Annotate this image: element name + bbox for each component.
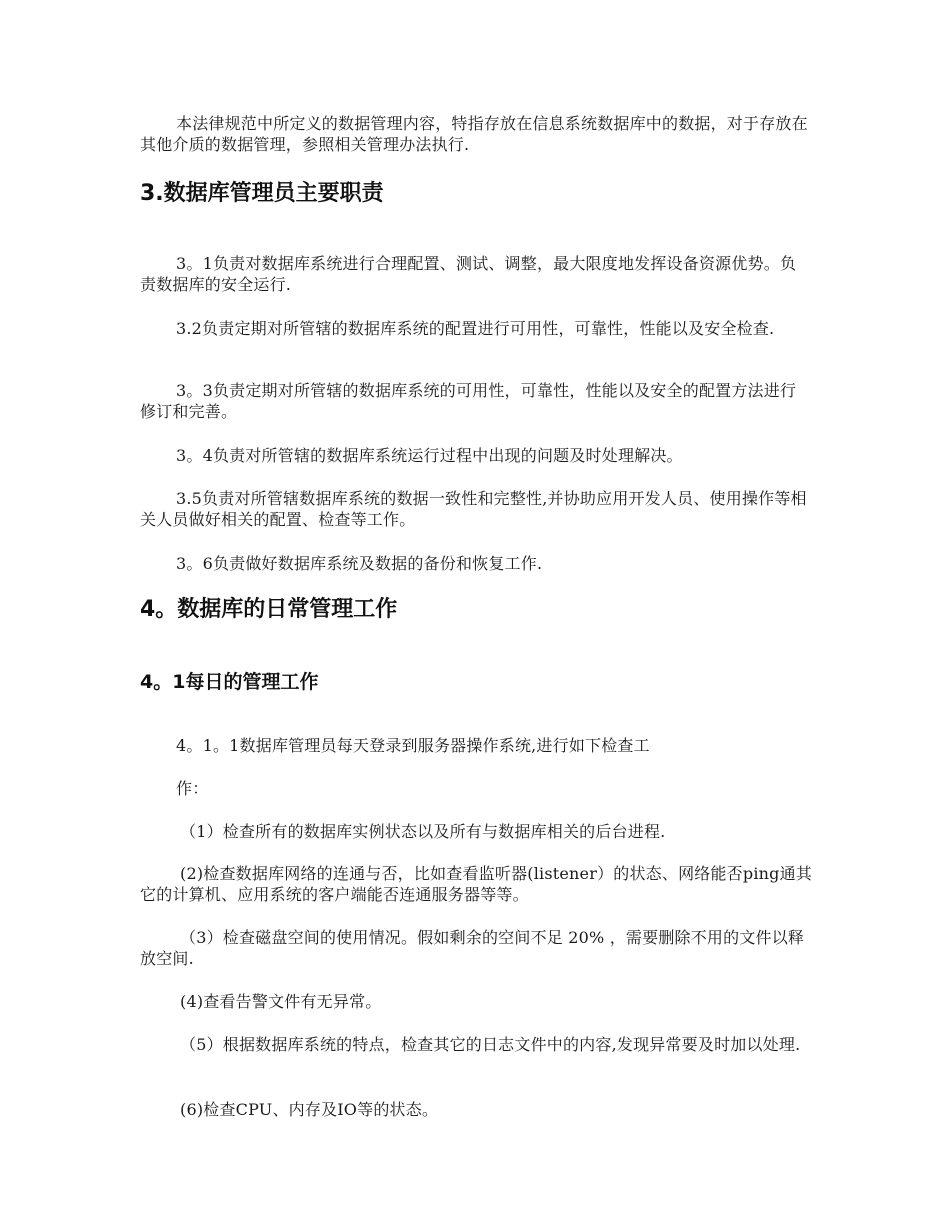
list-item-3: （3）检查磁盘空间的使用情况。假如剩余的空间不足 20% ，需要删除不用的文件以释放空间. — [140, 928, 805, 968]
paragraph-3-4: 3。4负责对所管辖的数据库系统运行过程中出现的问题及时处理解决。 — [176, 446, 683, 465]
paragraph-3-5: 3.5负责对所管辖数据库系统的数据一致性和完整性,并协助应用开发人员、使用操作等相关人员做好相关的配置、检查等工作。 — [140, 489, 807, 529]
heading-section-4-1: 4。1每日的管理工作 — [140, 671, 319, 693]
list-item-4: (4)查看告警文件有无异常。 — [180, 992, 382, 1011]
list-item-2: (2)检查数据库网络的连通与否，比如查看监听器(listener）的状态、网络能否ping通其它的计算机、应用系统的客户端能否连通服务器等等。 — [140, 864, 812, 904]
paragraph-3-3: 3。3负责定期对所管辖的数据库系统的可用性，可靠性，性能以及安全的配置方法进行修订和完善。 — [140, 381, 797, 421]
paragraph-intro: 本法律规范中所定义的数据管理内容，特指存放在信息系统数据库中的数据，对于存放在其他介质的数据管理，参照相关管理办法执行. — [140, 114, 808, 154]
paragraph-4-1-1-continued: 作： — [176, 779, 209, 798]
heading-section-3: 3.数据库管理员主要职责 — [140, 181, 384, 206]
list-item-5: （5）根据数据库系统的特点，检查其它的日志文件中的内容,发现异常要及时加以处理. — [180, 1035, 801, 1054]
paragraph-4-1-1: 4。1。1数据库管理员每天登录到服务器操作系统,进行如下检查工 — [176, 736, 650, 755]
heading-section-4: 4。数据库的日常管理工作 — [140, 597, 398, 622]
list-item-1: （1）检查所有的数据库实例状态以及所有与数据库相关的后台进程. — [180, 822, 666, 841]
paragraph-3-1: 3。1负责对数据库系统进行合理配置、测试、调整，最大限度地发挥设备资源优势。负责数据库的安全运行. — [140, 254, 797, 294]
paragraph-3-2: 3.2负责定期对所管辖的数据库系统的配置进行可用性，可靠性，性能以及安全检查. — [176, 319, 775, 338]
list-item-6: (6)检查CPU、内存及IO等的状态。 — [180, 1100, 439, 1119]
paragraph-3-6: 3。6负责做好数据库系统及数据的备份和恢复工作. — [176, 554, 543, 573]
